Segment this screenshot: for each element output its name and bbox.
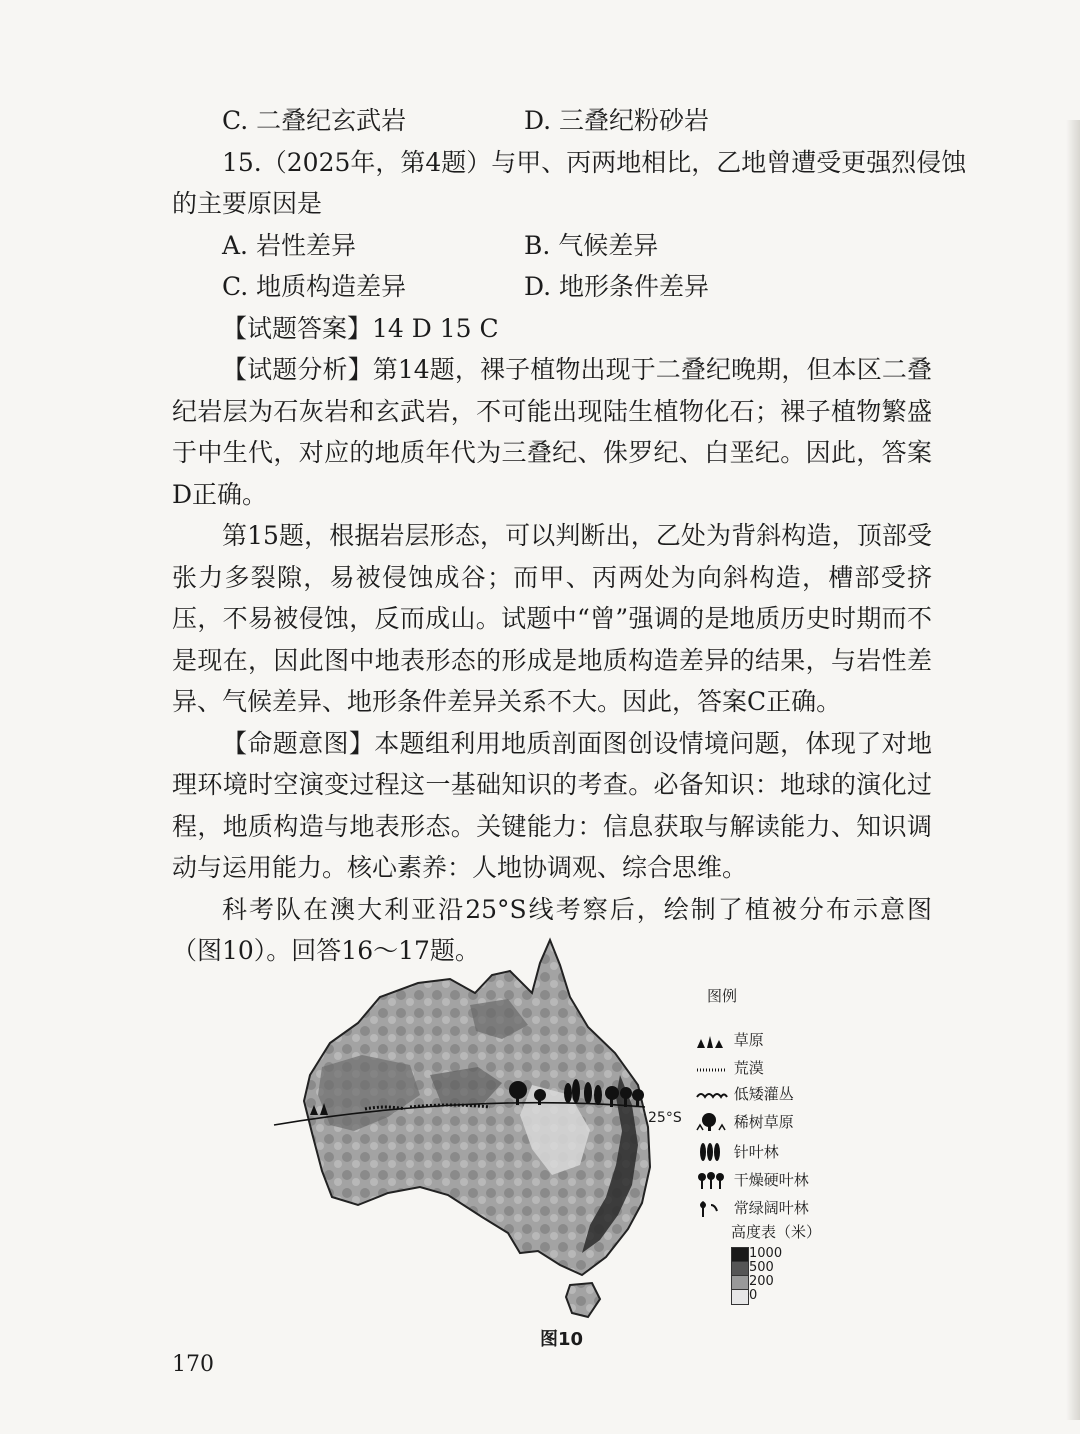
figure-caption: 图10 bbox=[540, 1329, 584, 1350]
height-label-1000: 1000 bbox=[749, 1246, 783, 1261]
q15-options-row-2 bbox=[172, 266, 932, 308]
legend-item-conifer: 针叶林 bbox=[695, 1141, 779, 1163]
shrub-icon bbox=[695, 1085, 729, 1103]
page-edge bbox=[1066, 120, 1080, 1420]
height-label-0: 0 bbox=[749, 1288, 758, 1303]
analysis-14: 【试题分析】第14题，裸子植物出现于二叠纪晚期，但本区二叠纪岩层为石灰岩和玄武岩，不可能出现陆生植物化石；裸子植物繁盛于中生代，对应的地质年代为三叠纪、侏罗纪、白垩纪。因此，答案D正确。 bbox=[172, 355, 932, 509]
legend-item-grassland: 草原 bbox=[695, 1029, 764, 1051]
q15-option-b: B. 气候差异 bbox=[524, 230, 659, 260]
legend-item-broadleaf: 常绿阔叶林 bbox=[695, 1197, 809, 1219]
q15-option-c: C. 地质构造差异 bbox=[222, 272, 407, 301]
intro-paragraph: 科考队在澳大利亚沿25°S线考察后，绘制了植被分布示意图（图10）。回答16～17题。 bbox=[172, 894, 932, 965]
q15-stem-line1: 15.（2025年，第4题）与甲、丙两地相比，乙地曾遭受更强烈侵蚀 bbox=[222, 147, 967, 177]
text-block bbox=[172, 100, 967, 972]
savanna-icon bbox=[695, 1113, 729, 1131]
q14-options-row bbox=[172, 100, 932, 142]
q15-stem-line2: 的主要原因是 bbox=[172, 189, 323, 218]
tasmania bbox=[566, 1283, 600, 1317]
q14-option-c: C. 二叠纪玄武岩 bbox=[222, 106, 407, 135]
analysis-15: 第15题，根据岩层形态，可以判断出，乙处为背斜构造，顶部受张力多裂隙，易被侵蚀成谷；而甲、丙两处为向斜构造，槽部受挤压，不易被侵蚀，反而成山。试题中“曾”强调的是地质历史时期而不是现在，因此图中地表形态的形成是地质构造差异的结果，与岩性差异、气候差异、地形条件差异关系不大。因此，答案C正确。 bbox=[172, 521, 932, 716]
q14-option-d: D. 三叠纪粉砂岩 bbox=[524, 106, 710, 135]
grassland-icon bbox=[695, 1031, 729, 1049]
q15-options-row-1 bbox=[172, 225, 932, 267]
legend-item-sclerophyll: 干燥硬叶林 bbox=[695, 1169, 809, 1191]
height-bar-0 bbox=[731, 1289, 749, 1305]
height-label-200: 200 bbox=[749, 1274, 774, 1289]
latitude-label: 25°S bbox=[648, 1110, 682, 1126]
q15-option-a: A. 岩性差异 bbox=[222, 230, 356, 260]
q15-option-d: D. 地形条件差异 bbox=[524, 272, 710, 301]
legend-item-desert: 荒漠 bbox=[695, 1057, 764, 1079]
desert-icon bbox=[695, 1059, 729, 1077]
broadleaf-icon bbox=[695, 1199, 729, 1217]
height-scale-title: 高度表（米） bbox=[731, 1223, 822, 1241]
answer-line: 【试题答案】14 D 15 C bbox=[222, 313, 499, 343]
page-number: 170 bbox=[172, 1352, 214, 1377]
legend-item-shrub: 低矮灌丛 bbox=[695, 1083, 794, 1105]
conifer-icon bbox=[695, 1143, 729, 1161]
height-label-500: 500 bbox=[749, 1260, 774, 1275]
sclerophyll-icon bbox=[695, 1171, 729, 1189]
legend-item-savanna: 稀树草原 bbox=[695, 1111, 794, 1133]
intent-paragraph: 【命题意图】本题组利用地质剖面图创设情境问题，体现了对地理环境时空演变过程这一基础知识的考查。必备知识：地球的演化过程，地质构造与地表形态。关键能力：信息获取与解读能力、知识调动与运用能力。核心素养：人地协调观、综合思维。 bbox=[172, 728, 932, 882]
legend-title: 图例 bbox=[707, 987, 738, 1005]
